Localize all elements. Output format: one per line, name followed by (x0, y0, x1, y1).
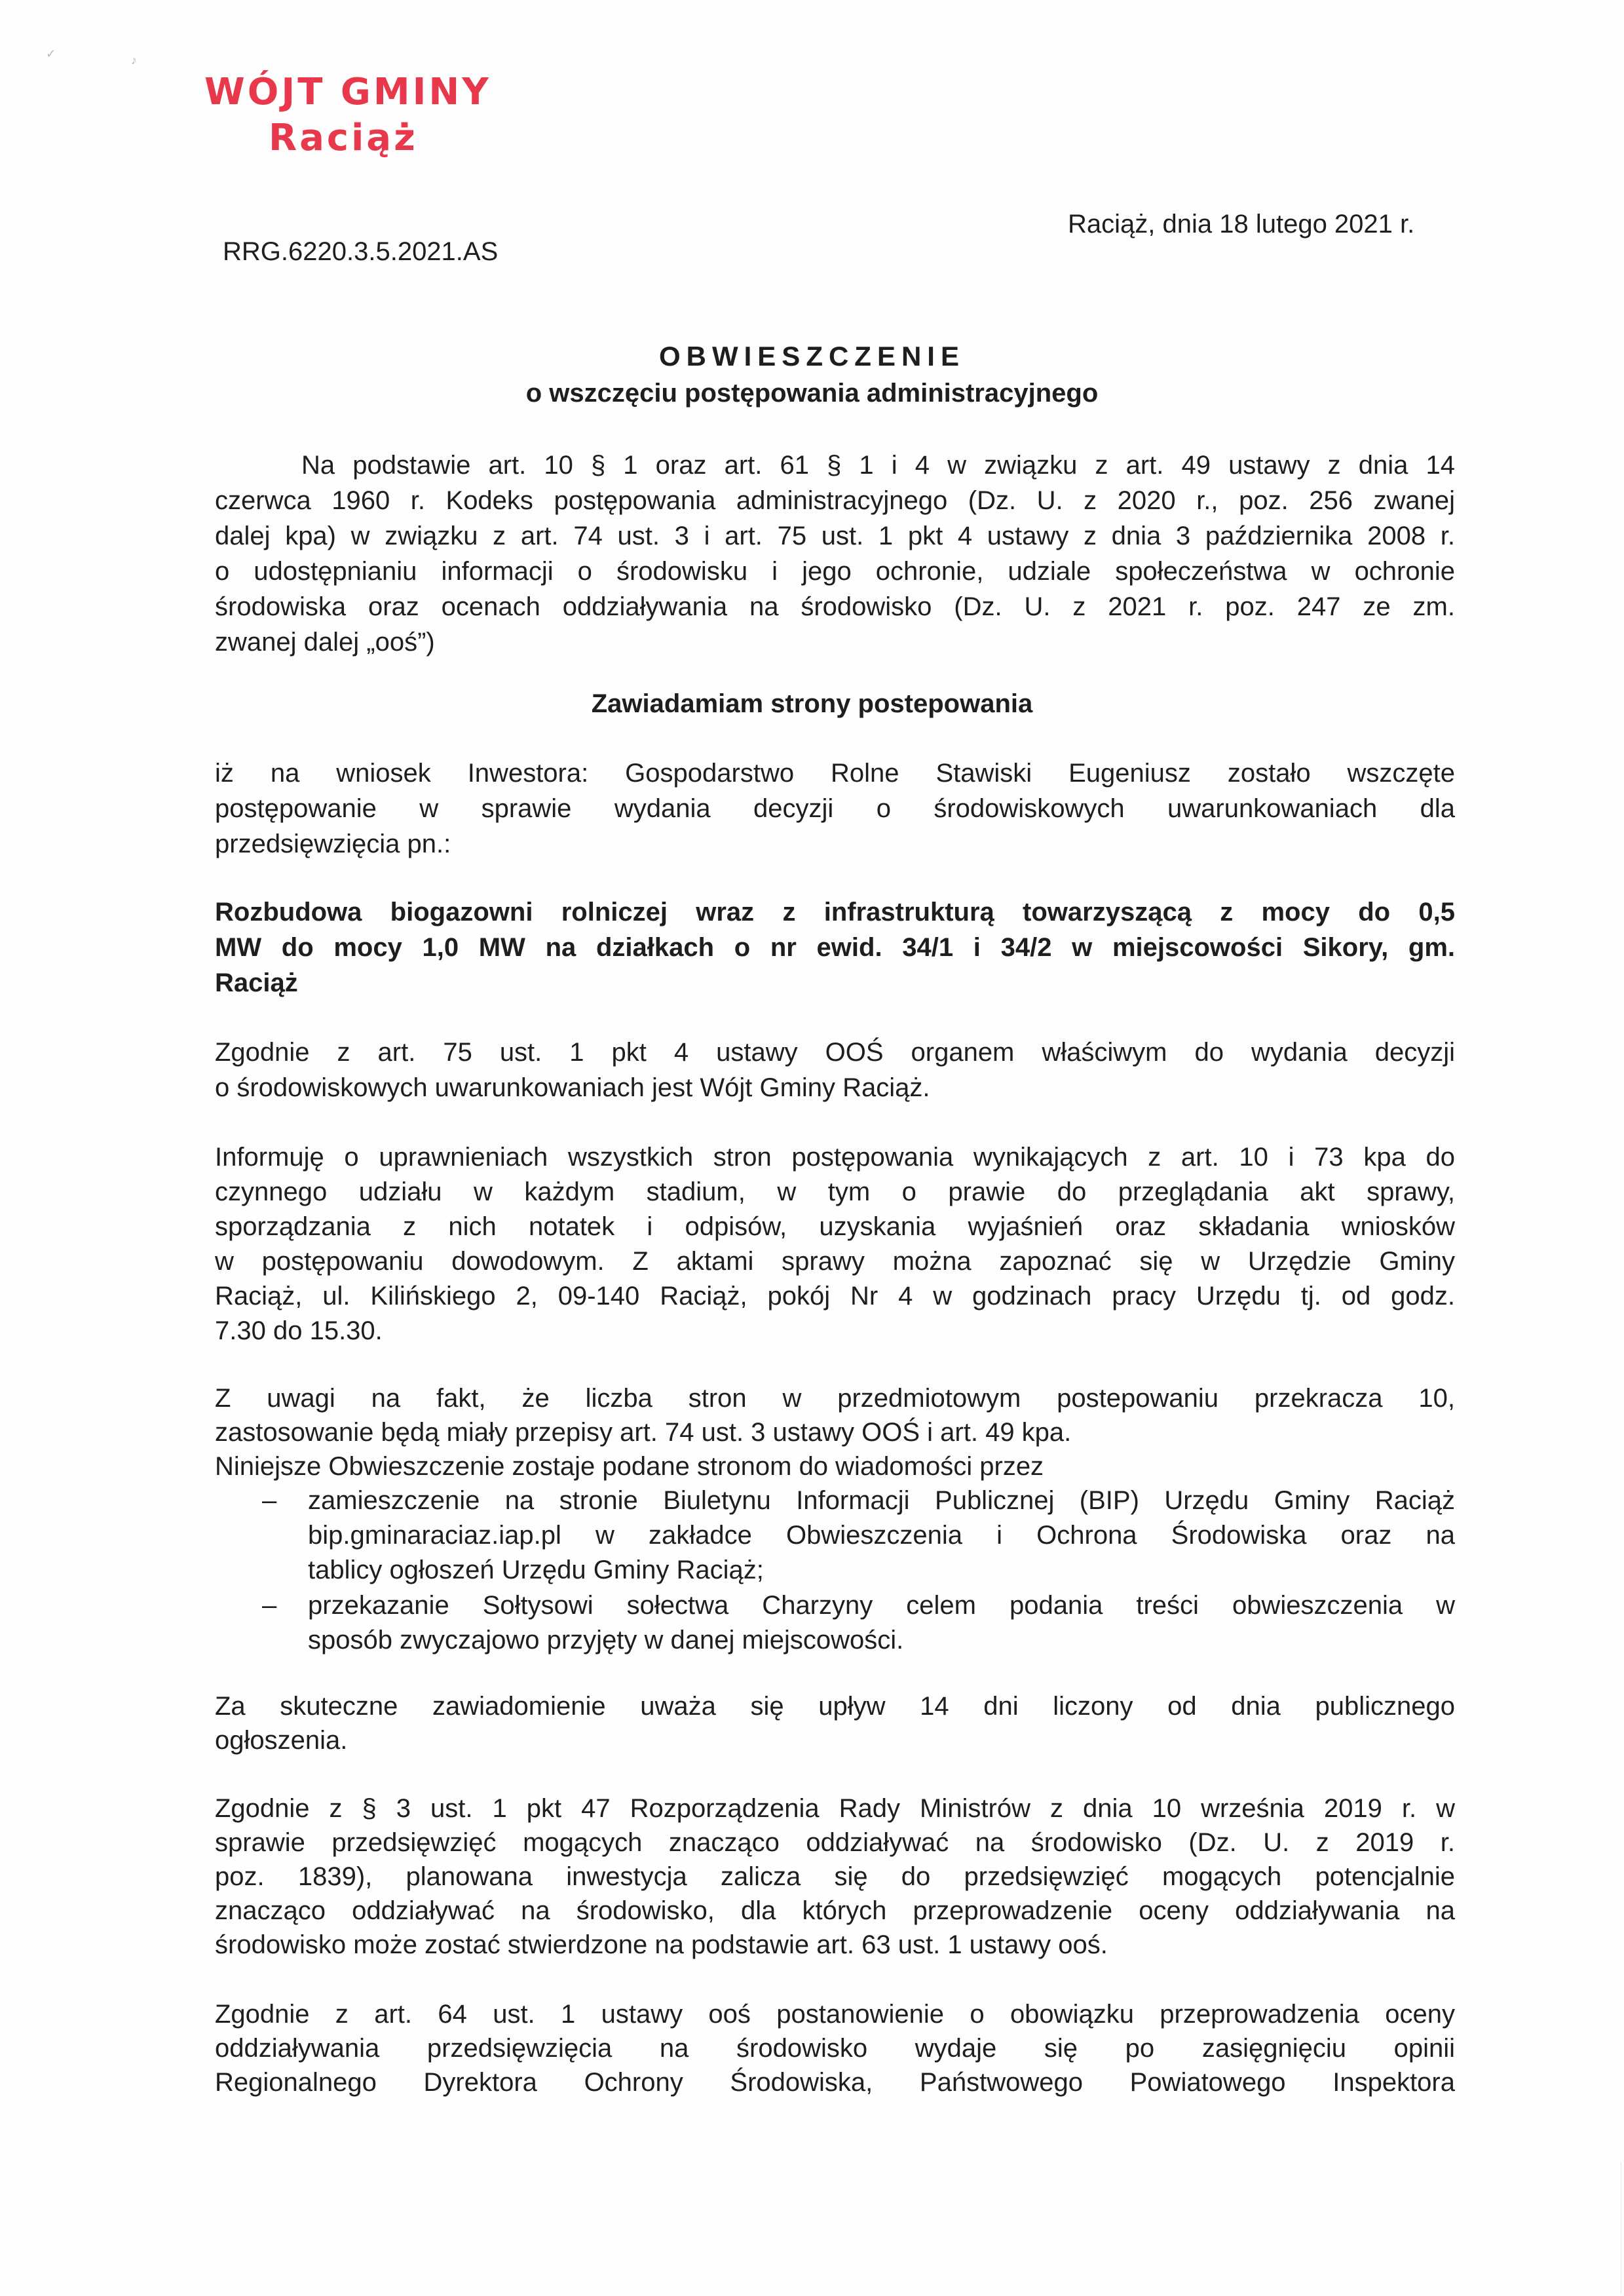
paragraph-line: zastosowanie będą miały przepisy art. 74 ust. 3 ustawy OOŚ i art. 49 kpa. (215, 1418, 1072, 1447)
paragraph-line: znacząco oddziaływać na środowisko, dla których przeprowadzenie oceny oddziaływania na (215, 1896, 1455, 1925)
paragraph-line: iż na wniosek Inwestora: Gospodarstwo Rolne Stawiski Eugeniusz zostało wszczęte (215, 759, 1455, 788)
paragraph-line: w postępowaniu dowodowym. Z aktami sprawy można zapoznać się w Urzędzie Gminy (215, 1247, 1455, 1276)
reference-number: RRG.6220.3.5.2021.AS (223, 237, 499, 266)
paragraph-line: Rozbudowa biogazowni rolniczej wraz z infrastrukturą towarzyszącą z mocy do 0,5 (215, 898, 1455, 927)
paragraph-line: Za skuteczne zawiadomienie uważa się upływ 14 dni liczony od dnia publicznego (215, 1692, 1455, 1721)
section-heading: Zawiadamiam strony postepowania (591, 689, 1033, 718)
document-title: OBWIESZCZENIE (658, 341, 965, 372)
paragraph-line: środowisko może zostać stwierdzone na podstawie art. 63 ust. 1 ustawy ooś. (215, 1930, 1108, 1959)
paragraph-line: czynnego udziału w każdym stadium, w tym o prawie do przeglądania akt sprawy, (215, 1177, 1455, 1206)
paragraph-line: Informuję o uprawnieniach wszystkich stron postępowania wynikających z art. 10 i 73 kpa do (215, 1143, 1455, 1172)
paragraph-line: dalej kpa) w związku z art. 74 ust. 3 i art. 75 ust. 1 pkt 4 ustawy z dnia 3 października 2008 r. (215, 522, 1455, 550)
paragraph-line: poz. 1839), planowana inwestycja zalicza się do przedsięwzięć mogących potencjalnie (215, 1862, 1455, 1891)
paragraph-line: Raciąż (215, 968, 298, 997)
dash-bullet-icon: – (262, 1591, 277, 1620)
paragraph-line: postępowanie w sprawie wydania decyzji o środowiskowych uwarunkowaniach dla (215, 794, 1455, 823)
paragraph-line: Zgodnie z art. 64 ust. 1 ustawy ooś postanowienie o obowiązku przeprowadzenia oceny (215, 2000, 1455, 2029)
paragraph-line: oddziaływania przedsięwzięcia na środowisko wydaje się po zasięgnięciu opinii (215, 2034, 1455, 2063)
list-item-line: sposób zwyczajowo przyjęty w danej miejscowości. (308, 1626, 904, 1655)
dash-bullet-icon: – (262, 1486, 277, 1515)
paragraph-line: o udostępnianiu informacji o środowisku i jego ochronie, udziale społeczeństwa w ochronie (215, 557, 1455, 586)
paragraph-line: Na podstawie art. 10 § 1 oraz art. 61 § 1 i 4 w związku z art. 49 ustawy z dnia 14 (301, 451, 1455, 480)
paragraph-line: przedsięwzięcia pn.: (215, 830, 451, 858)
publication-intro: Niniejsze Obwieszczenie zostaje podane stronom do wiadomości przez (215, 1452, 1044, 1481)
paragraph-line: sprawie przedsięwzięć mogących znacząco oddziaływać na środowisko (Dz. U. z 2019 r. (215, 1828, 1455, 1857)
paragraph-line: sporządzania z nich notatek i odpisów, uzyskania wyjaśnień oraz składania wniosków (215, 1212, 1455, 1241)
paragraph-line: ogłoszenia. (215, 1726, 348, 1755)
paragraph-line: Zgodnie z art. 75 ust. 1 pkt 4 ustawy OOŚ organem właściwym do wydania decyzji (215, 1038, 1455, 1067)
paragraph-line: zwanej dalej „ooś”) (215, 628, 435, 657)
stamp-municipality-name: Raciąż (269, 117, 418, 159)
paragraph-line: Zgodnie z § 3 ust. 1 pkt 47 Rozporządzenia Rady Ministrów z dnia 10 września 2019 r. w (215, 1794, 1455, 1823)
paragraph-line: środowiska oraz ocenach oddziaływania na środowisko (Dz. U. z 2021 r. poz. 247 ze zm. (215, 592, 1455, 621)
place-and-date: Raciąż, dnia 18 lutego 2021 r. (1068, 210, 1415, 239)
list-item-line: przekazanie Sołtysowi sołectwa Charzyny celem podania treści obwieszczenia w (308, 1591, 1455, 1620)
paragraph-line: 7.30 do 15.30. (215, 1316, 383, 1345)
list-item-line: zamieszczenie na stronie Biuletynu Informacji Publicznej (BIP) Urzędu Gminy Raciąż (308, 1486, 1455, 1515)
scan-artifact-mark: ♪ (131, 54, 137, 67)
list-item-line: bip.gminaraciaz.iap.pl w zakładce Obwieszczenia i Ochrona Środowiska oraz na (308, 1521, 1455, 1550)
list-item-line: tablicy ogłoszeń Urzędu Gminy Raciąż; (308, 1556, 764, 1584)
paragraph-line: Raciąż, ul. Kilińskiego 2, 09-140 Raciąż, pokój Nr 4 w godzinach pracy Urzędu tj. od godz. (215, 1282, 1455, 1311)
document-subtitle: o wszczęciu postępowania administracyjnego (525, 379, 1099, 408)
paragraph-line: czerwca 1960 r. Kodeks postępowania administracyjnego (Dz. U. z 2020 r., poz. 256 zwanej (215, 486, 1455, 515)
scan-artifact-mark: ✓ (46, 47, 56, 60)
paragraph-line: MW do mocy 1,0 MW na działkach o nr ewid. 34/1 i 34/2 w miejscowości Sikory, gm. (215, 933, 1455, 962)
paragraph-line: o środowiskowych uwarunkowaniach jest Wójt Gminy Raciąż. (215, 1073, 930, 1102)
paragraph-line: Z uwagi na fakt, że liczba stron w przedmiotowym postepowaniu przekracza 10, (215, 1384, 1455, 1413)
stamp-office-title: WÓJT GMINY (204, 71, 491, 113)
paragraph-line: Regionalnego Dyrektora Ochrony Środowiska, Państwowego Powiatowego Inspektora (215, 2068, 1455, 2097)
